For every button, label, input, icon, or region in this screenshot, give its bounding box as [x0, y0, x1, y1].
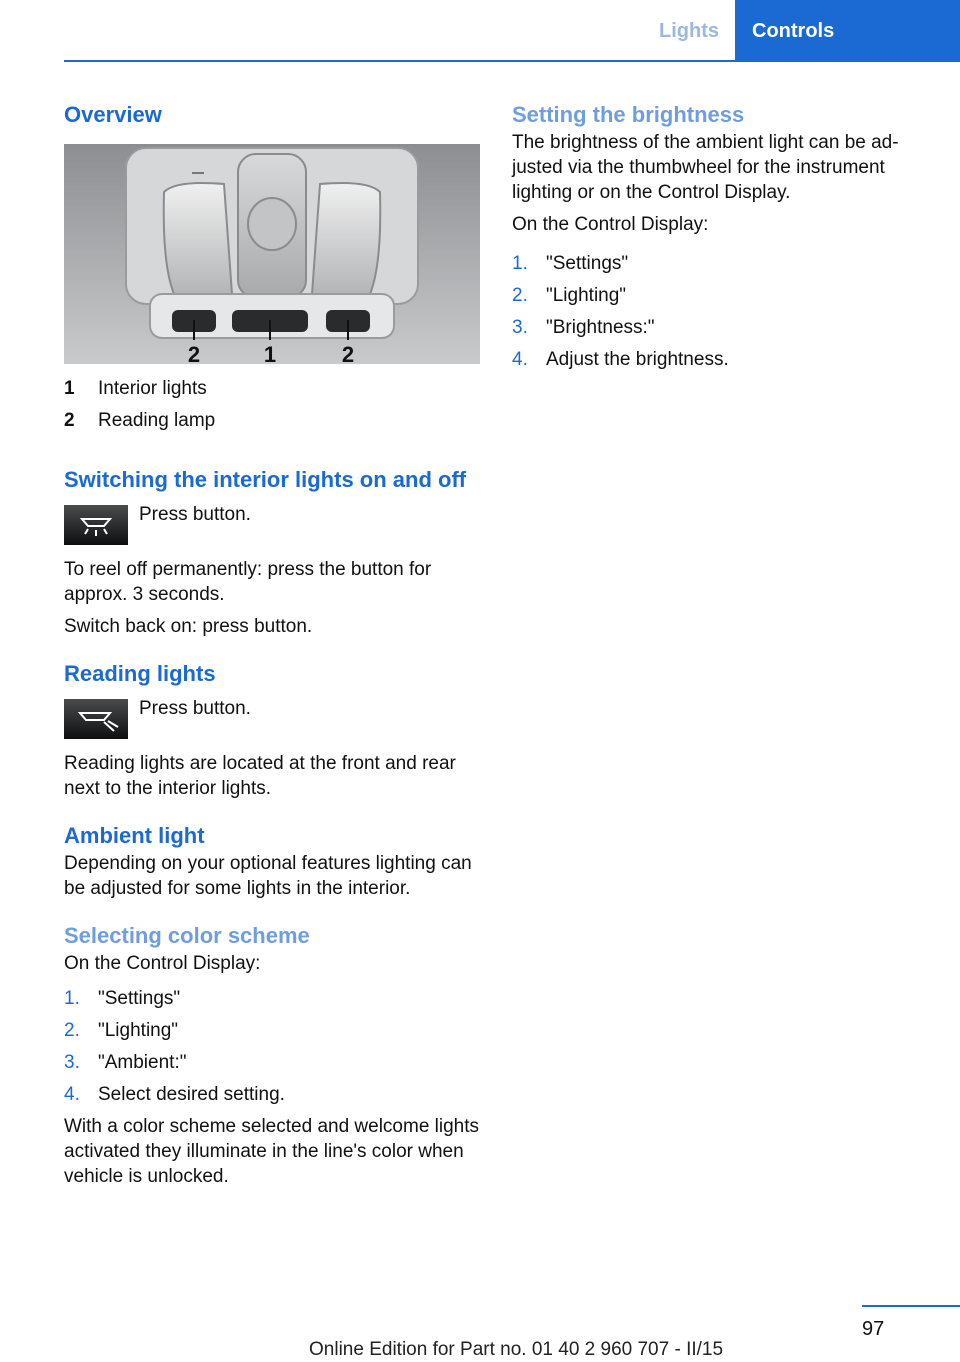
legend-text: Interior lights — [98, 378, 207, 399]
step-text: "Brightness:" — [546, 317, 655, 338]
step-num: 4. — [512, 349, 528, 370]
switching-heading: Switching the interior lights on and off — [64, 467, 467, 492]
step-item — [512, 251, 928, 276]
color-scheme-intro: On the Control Display: — [64, 953, 261, 974]
step-num: 1. — [512, 253, 528, 274]
footer-rule — [862, 1305, 960, 1307]
legend-item — [64, 376, 480, 401]
page-number: 97 — [862, 1318, 885, 1340]
brightness-paragraph: The brightness of the ambient light can be ad‐ justed via the thumbwheel for the instrument lighting or on the Control Display. — [512, 132, 899, 203]
switching-paragraph-2: Switch back on: press button. — [64, 616, 313, 637]
step-text: "Settings" — [546, 253, 629, 274]
step-item — [64, 1018, 480, 1043]
ambient-paragraph: Depending on your optional features lighting can be adjusted for some lights in the interior. — [64, 853, 472, 899]
brightness-intro: On the Control Display: — [512, 214, 709, 235]
step-num: 4. — [64, 1084, 80, 1105]
page-header — [643, 0, 960, 62]
step-num: 2. — [512, 285, 528, 306]
reading-paragraph: Reading lights are located at the front and rear next to the interior lights. — [64, 753, 456, 799]
step-item — [64, 1050, 480, 1075]
step-text: "Ambient:" — [98, 1052, 187, 1073]
footer-edition: Online Edition for Part no. 01 40 2 960 707 - II/15 — [309, 1339, 724, 1360]
reading-instruction — [64, 699, 480, 739]
header-section[interactable]: Lights — [659, 19, 719, 42]
ambient-heading: Ambient light — [64, 823, 205, 848]
right-column — [512, 100, 928, 379]
header-rule — [64, 60, 960, 62]
overview-heading: Overview — [64, 102, 162, 127]
photo-label-reading-left: 2 — [187, 342, 201, 364]
switching-icon-text: Press button. — [139, 504, 251, 525]
step-num: 1. — [64, 988, 80, 1009]
step-text: "Settings" — [98, 988, 181, 1009]
brightness-steps — [512, 251, 928, 372]
switching-instruction — [64, 505, 480, 545]
legend-item — [64, 408, 480, 433]
step-text: "Lighting" — [546, 285, 627, 306]
step-item — [512, 347, 928, 372]
color-scheme-heading: Selecting color scheme — [64, 923, 310, 948]
reading-icon-text: Press button. — [139, 698, 251, 719]
legend-text: Reading lamp — [98, 410, 216, 431]
switching-paragraph-1: To reel off permanently: press the button for approx. 3 seconds. — [64, 559, 432, 605]
step-item — [512, 283, 928, 308]
step-text: Select desired setting. — [98, 1084, 285, 1105]
interior-light-button-icon — [64, 505, 128, 545]
brightness-heading: Setting the brightness — [512, 102, 745, 127]
photo-label-reading-right: 2 — [341, 342, 355, 364]
overview-legend — [64, 376, 480, 433]
step-text: Adjust the brightness. — [546, 349, 729, 370]
step-num: 2. — [64, 1020, 80, 1041]
color-scheme-steps — [64, 986, 480, 1107]
color-scheme-note: With a color scheme selected and welcome lights activated they illuminate in the line's color when vehicle is unlocked. — [64, 1116, 480, 1187]
step-num: 3. — [512, 317, 528, 338]
reading-heading: Reading lights — [64, 661, 216, 686]
step-item — [64, 986, 480, 1011]
step-num: 3. — [64, 1052, 80, 1073]
legend-num: 1 — [64, 378, 75, 399]
overhead-console-photo — [64, 144, 480, 364]
legend-num: 2 — [64, 410, 75, 431]
photo-label-interior: 1 — [263, 342, 277, 364]
step-item — [512, 315, 928, 340]
left-column — [64, 100, 480, 1189]
step-item — [64, 1082, 480, 1107]
header-chapter[interactable]: Controls — [735, 0, 960, 62]
reading-light-button-icon — [64, 699, 128, 739]
step-text: "Lighting" — [98, 1020, 179, 1041]
